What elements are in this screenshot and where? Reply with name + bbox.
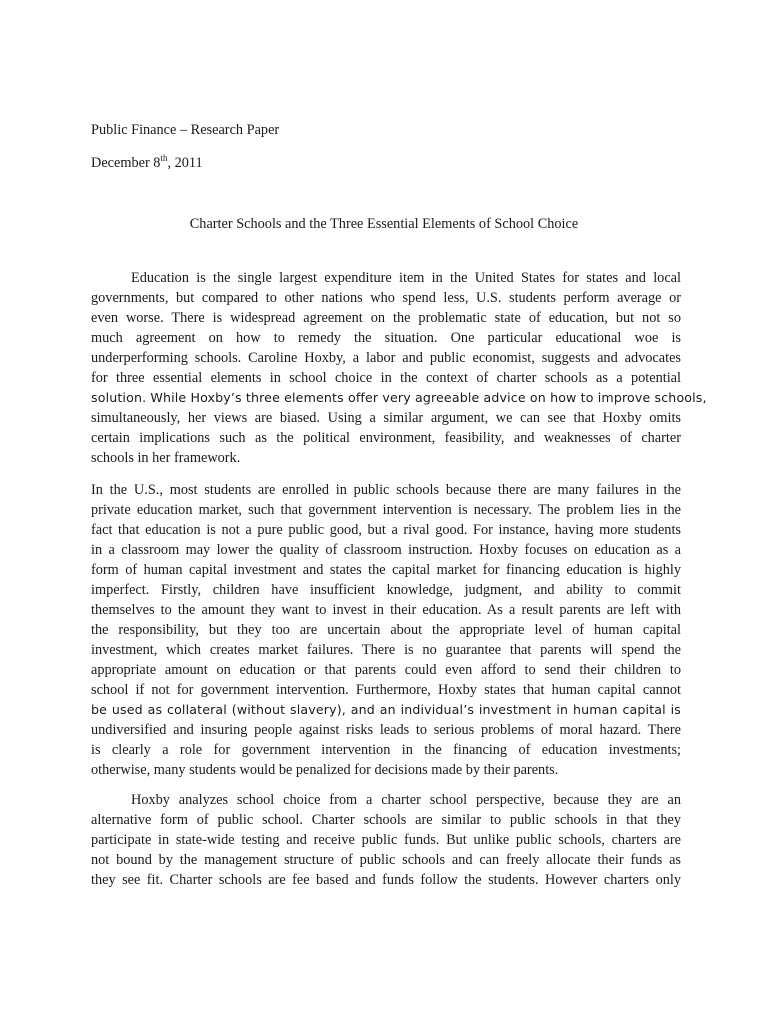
text-line: form of human capital investment and states the capital market for financing education is highly [91, 562, 681, 578]
text-line: be used as collateral (without slavery), and an individual’s investment in human capital is [91, 702, 681, 717]
text-line: imperfect. Firstly, children have insufficient knowledge, judgment, and ability to commit [91, 582, 681, 598]
paper-title: Charter Schools and the Three Essential Elements of School Choice [189, 216, 579, 232]
text-line: themselves to the amount they want to invest in their education. As a result parents are left with [91, 602, 681, 618]
text-line: they see fit. Charter schools are fee based and funds follow the students. However charters only [91, 872, 681, 888]
text-line: school if not for government intervention. Furthermore, Hoxby states that human capital cannot [91, 682, 681, 698]
date-superscript: th [160, 153, 168, 164]
text-line: In the U.S., most students are enrolled in public schools because there are many failures in the [91, 482, 681, 498]
text-line: the responsibility, but they too are uncertain about the appropriate level of human capital [91, 622, 681, 638]
paragraph-2 [91, 480, 681, 780]
paragraph-1 [91, 268, 707, 468]
text-line: underperforming schools. Caroline Hoxby, a labor and public economist, suggests and advocates [91, 350, 681, 366]
text-line: investment, which creates market failures. There is no guarantee that parents will spend the [91, 642, 681, 658]
text-line: fact that education is not a pure public good, but a rival good. For instance, having more students [91, 522, 681, 538]
text-line: is clearly a role for government intervention in the financing of education investments; [91, 742, 681, 758]
date-line [91, 155, 203, 172]
text-line: private education market, such that government intervention is necessary. The problem lies in the [91, 502, 681, 518]
text-line: alternative form of public school. Charter schools are similar to public schools in that they [91, 812, 681, 828]
text-line: certain implications such as the political environment, feasibility, and weaknesses of charter [91, 430, 681, 446]
date-prefix: December 8 [91, 155, 161, 171]
text-line: even worse. There is widespread agreement on the problematic state of education, but not so [91, 310, 681, 326]
text-line: simultaneously, her views are biased. Using a similar argument, we can see that Hoxby omits [91, 410, 681, 426]
date-suffix: , 2011 [167, 155, 203, 171]
text-line: not bound by the management structure of public schools and can freely allocate their funds as [91, 852, 681, 868]
text-line: participate in state-wide testing and receive public funds. But unlike public schools, charters are [91, 832, 681, 848]
text-line: in a classroom may lower the quality of classroom instruction. Hoxby focuses on education as a [91, 542, 681, 558]
text-line: appropriate amount on education or that parents could even afford to send their children to [91, 662, 681, 678]
text-line: Hoxby analyzes school choice from a charter school perspective, because they are an [131, 792, 681, 808]
text-line: schools in her framework. [91, 450, 241, 466]
text-line: governments, but compared to other nations who spend less, U.S. students perform average or [91, 290, 681, 306]
text-line: undiversified and insuring people against risks leads to serious problems of moral hazard. There [91, 722, 681, 738]
text-line: for three essential elements in school choice in the context of charter schools as a potential [91, 370, 681, 386]
text-line: much agreement on how to remedy the situation. One particular educational woe is [91, 330, 681, 346]
text-line: Education is the single largest expenditure item in the United States for states and local [131, 270, 681, 286]
text-line: solution. While Hoxby’s three elements offer very agreeable advice on how to improve schools, [91, 390, 707, 405]
paragraph-3 [91, 790, 681, 890]
course-heading: Public Finance – Research Paper [91, 122, 280, 138]
text-line: otherwise, many students would be penalized for decisions made by their parents. [91, 762, 559, 778]
